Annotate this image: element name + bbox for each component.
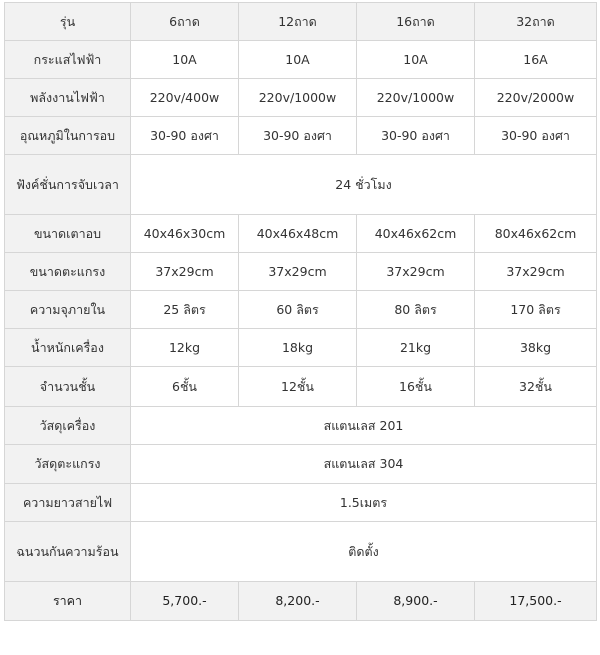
- table-cell: 220v/1000w: [357, 79, 475, 117]
- header-row: [5, 3, 597, 41]
- table-cell: 16ชั้น: [357, 367, 475, 407]
- price-cell: 5,700.-: [131, 582, 239, 621]
- table-cell-merged: สแตนเลส 201: [131, 407, 597, 445]
- row-label: วัสดุเครื่อง: [5, 407, 131, 445]
- table-row-power: [5, 79, 597, 117]
- table-cell: 32ชั้น: [475, 367, 597, 407]
- row-label: น้ำหนักเครื่อง: [5, 329, 131, 367]
- table-row-oven-size: [5, 215, 597, 253]
- table-cell: 40x46x30cm: [131, 215, 239, 253]
- table-row-price: [5, 582, 597, 621]
- header-cell-6-tray: 6ถาด: [131, 3, 239, 41]
- row-label: กระแสไฟฟ้า: [5, 41, 131, 79]
- table-cell: 220v/1000w: [239, 79, 357, 117]
- table-row-insulation: [5, 522, 597, 582]
- row-label: พลังงานไฟฟ้า: [5, 79, 131, 117]
- table-row-current: [5, 41, 597, 79]
- table-cell: 10A: [357, 41, 475, 79]
- table-cell: 37x29cm: [357, 253, 475, 291]
- table-cell: 25 ลิตร: [131, 291, 239, 329]
- table-cell: 37x29cm: [239, 253, 357, 291]
- table-cell-merged: 1.5เมตร: [131, 484, 597, 522]
- table-cell: 18kg: [239, 329, 357, 367]
- header-cell-32-tray: 32ถาด: [475, 3, 597, 41]
- table-cell: 37x29cm: [131, 253, 239, 291]
- table-cell: 30-90 องศา: [475, 117, 597, 155]
- table-row-rack-size: [5, 253, 597, 291]
- row-label: ความจุภายใน: [5, 291, 131, 329]
- table-cell: 80 ลิตร: [357, 291, 475, 329]
- row-label: ขนาดตะแกรง: [5, 253, 131, 291]
- price-cell: 8,900.-: [357, 582, 475, 621]
- table-cell: 40x46x48cm: [239, 215, 357, 253]
- price-cell: 8,200.-: [239, 582, 357, 621]
- header-cell-12-tray: 12ถาด: [239, 3, 357, 41]
- table-row-rack-material: [5, 445, 597, 484]
- row-label: ฉนวนกันความร้อน: [5, 522, 131, 582]
- row-label: วัสดุตะแกรง: [5, 445, 131, 484]
- table-cell: 30-90 องศา: [357, 117, 475, 155]
- table-cell: 12kg: [131, 329, 239, 367]
- table-row-temperature: [5, 117, 597, 155]
- price-cell: 17,500.-: [475, 582, 597, 621]
- table-row-body-material: [5, 407, 597, 445]
- table-cell: 220v/400w: [131, 79, 239, 117]
- table-cell: 21kg: [357, 329, 475, 367]
- table-cell: 10A: [131, 41, 239, 79]
- row-label: ราคา: [5, 582, 131, 621]
- table-cell: 30-90 องศา: [131, 117, 239, 155]
- table-row-capacity: [5, 291, 597, 329]
- table-row-cable-length: [5, 484, 597, 522]
- row-label: ฟังค์ชั่นการจับเวลา: [5, 155, 131, 215]
- table-cell-merged: 24 ชั่วโมง: [131, 155, 597, 215]
- table-cell: 6ชั้น: [131, 367, 239, 407]
- table-cell: 38kg: [475, 329, 597, 367]
- table-cell: 10A: [239, 41, 357, 79]
- table-cell: 170 ลิตร: [475, 291, 597, 329]
- table-cell: 30-90 องศา: [239, 117, 357, 155]
- spec-table: [4, 2, 597, 621]
- row-label: ความยาวสายไฟ: [5, 484, 131, 522]
- table-cell: 80x46x62cm: [475, 215, 597, 253]
- table-row-timer: [5, 155, 597, 215]
- table-cell: 60 ลิตร: [239, 291, 357, 329]
- table-cell: 12ชั้น: [239, 367, 357, 407]
- table-cell: 40x46x62cm: [357, 215, 475, 253]
- table-cell: 16A: [475, 41, 597, 79]
- row-label: อุณหภูมิในการอบ: [5, 117, 131, 155]
- table-cell-merged: ติดตั้ง: [131, 522, 597, 582]
- table-row-weight: [5, 329, 597, 367]
- row-label: ขนาดเตาอบ: [5, 215, 131, 253]
- header-cell-model: รุ่น: [5, 3, 131, 41]
- table-cell: 37x29cm: [475, 253, 597, 291]
- table-row-layers: [5, 367, 597, 407]
- table-cell-merged: สแตนเลส 304: [131, 445, 597, 484]
- table-cell: 220v/2000w: [475, 79, 597, 117]
- row-label: จำนวนชั้น: [5, 367, 131, 407]
- header-cell-16-tray: 16ถาด: [357, 3, 475, 41]
